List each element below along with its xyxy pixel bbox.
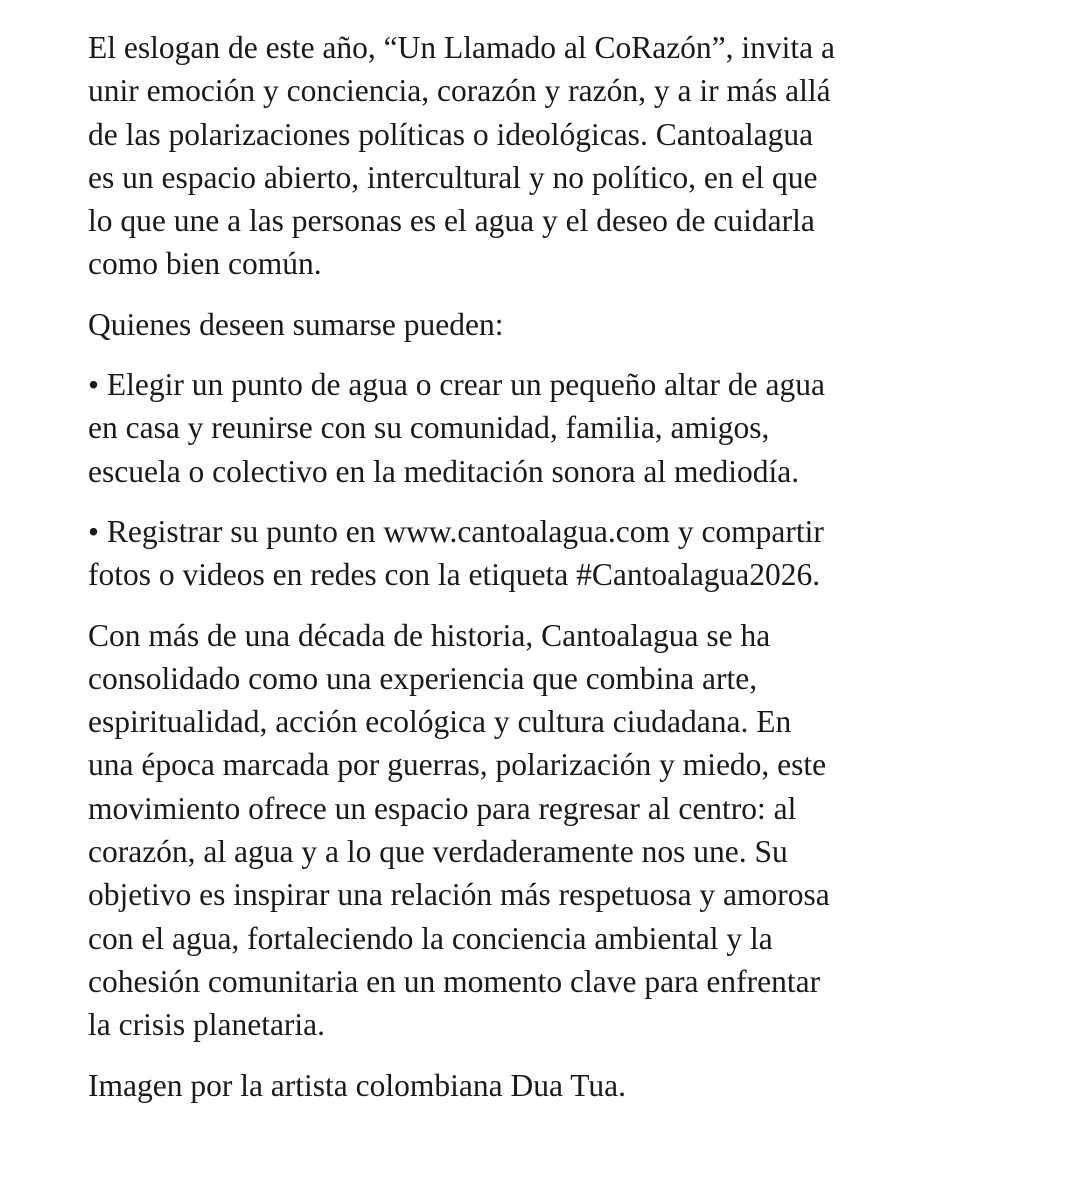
- text-line: fotos o videos en redes con la etiqueta #Cantoalagua2026.: [88, 557, 821, 593]
- paragraph-intro-list: [88, 303, 988, 346]
- text-line: cohesión comunitaria en un momento clave para enfrentar: [88, 963, 821, 999]
- text-line: • Elegir un punto de agua o crear un pequeño altar de agua: [88, 367, 825, 403]
- text-line: Imagen por la artista colombiana Dua Tua.: [88, 1067, 626, 1103]
- paragraph-history: [88, 614, 988, 1047]
- text-line: • Registrar su punto en www.cantoalagua.com y compartir: [88, 513, 824, 549]
- text-line: como bien común.: [88, 246, 322, 282]
- document-body: [88, 26, 988, 1107]
- text-line: El eslogan de este año, “Un Llamado al CoRazón”, invita a: [88, 30, 836, 65]
- text-line: de las polarizaciones políticas o ideológicas. Cantoalagua: [88, 116, 814, 152]
- text-line: movimiento ofrece un espacio para regresar al centro: al: [88, 790, 797, 826]
- text-line: unir emoción y conciencia, corazón y razón, y a ir más allá: [88, 73, 831, 109]
- text-line: escuela o colectivo en la meditación sonora al mediodía.: [88, 453, 800, 489]
- text-line: Con más de una década de historia, Cantoalagua se ha: [88, 617, 771, 653]
- bullet-item-water-point: [88, 363, 988, 493]
- bullet-item-register: [88, 510, 988, 597]
- text-line: con el agua, fortaleciendo la conciencia ambiental y la: [88, 920, 773, 956]
- text-line: Quienes deseen sumarse pueden:: [88, 306, 504, 342]
- paragraph-image-credit: [88, 1064, 988, 1107]
- paragraph-slogan: [88, 26, 988, 286]
- text-line: en casa y reunirse con su comunidad, familia, amigos,: [88, 410, 770, 446]
- text-line: es un espacio abierto, intercultural y no político, en el que: [88, 159, 818, 195]
- text-line: la crisis planetaria.: [88, 1007, 326, 1043]
- text-line: lo que une a las personas es el agua y el deseo de cuidarla: [88, 203, 815, 239]
- text-line: espiritualidad, acción ecológica y cultura ciudadana. En: [88, 704, 792, 740]
- text-line: consolidado como una experiencia que combina arte,: [88, 660, 758, 696]
- text-line: objetivo es inspirar una relación más respetuosa y amorosa: [88, 877, 830, 913]
- text-line: una época marcada por guerras, polarización y miedo, este: [88, 747, 827, 783]
- text-line: corazón, al agua y a lo que verdaderamente nos une. Su: [88, 834, 788, 870]
